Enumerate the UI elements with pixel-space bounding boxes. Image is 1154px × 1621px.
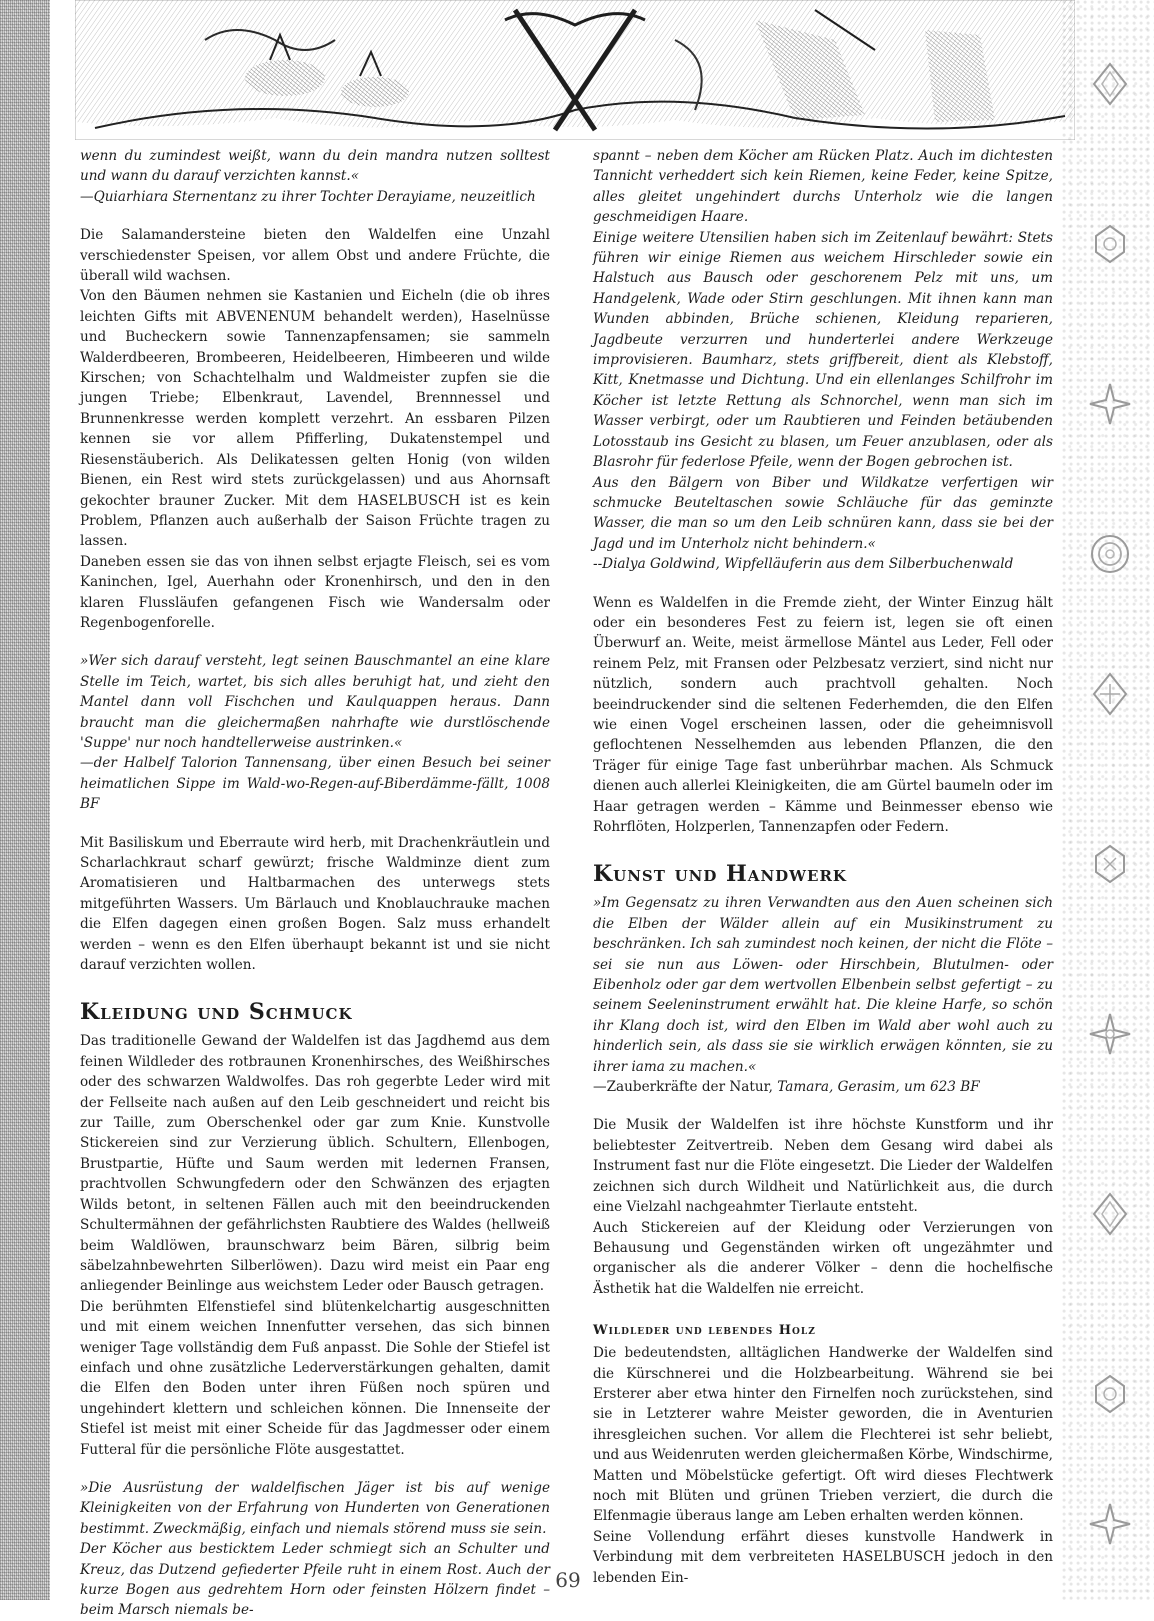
- right-column: [593, 146, 1053, 1588]
- rune-ornament-icon: [1088, 1192, 1132, 1236]
- rune-ornament-icon: [1088, 1502, 1132, 1546]
- paragraph: Daneben essen sie das von ihnen selbst erjagte Fleisch, sei es vom Kaninchen, Igel, Auerhahn oder Kronenhirsch, und den in den klaren Flussläufen gefangenen Fisch wie Wandersalm oder Regenbogenforelle.: [80, 553, 550, 631]
- quote-source: --Dialya Goldwind, Wipfelläuferin aus dem Silberbuchenwald: [593, 556, 1014, 573]
- paragraph: Die berühmten Elfenstiefel sind blütenkelchartig ausgeschnitten und mit einem weichen Innenfutter versehen, das sich binnen weniger Tage vollständig dem Fuß anpasst. Die Sohle der Stiefel ist einfach und ohne zusätzliche Lederverstärkungen gehalten, damit die Elfen den Boden unter ihren Füßen noch spüren und ungehindert klettern und schleichen können. Die Innenseite der Stiefel ist meist mit einer Scheide für das Jagdmesser oder einem Futteral für die persönliche Flöte ausgestattet.: [80, 1298, 550, 1458]
- paragraph: Seine Vollendung erfährt dieses kunstvolle Handwerk in Verbindung mit dem verbreiteten HASELBUSCH jedoch in den lebenden Ein-: [593, 1528, 1053, 1586]
- rune-ornament-icon: [1088, 1012, 1132, 1056]
- header-illustration: [75, 0, 1075, 140]
- paragraph: Die Salamandersteine bieten den Waldelfen eine Unzahl verschiedenster Speisen, vor allem Obst und andere Früchte, die überall wild wachsen.: [80, 227, 550, 285]
- quote-block: »Im Gegensatz zu ihren Verwandten aus den Auen scheinen sich die Elben der Wälder allein auf ein Musikinstrument zu beschränken. Ich sah zumindest noch keinen, der nicht die Flöte – sei sie nun aus Löwen- oder Hirschbein, Blutulmen- oder Eibenholz oder gar dem wertvollen Elbenbein selbst gefertigt – zu seinem Seeleninstrument erwählt hat. Die kleine Harfe, so schön ihr Klang doch ist, wird den Elben im Wald aber wohl auch zu hinderlich sein, als dass sie sie wirklich erwägen könnten, sie zu ihrer iama zu machen.«: [593, 895, 1053, 1075]
- quote-block: Einige weitere Utensilien haben sich im Zeitenlauf bewährt: Stets führen wir einige Riemen aus weichem Hirschleder sowie ein Halstuch aus Bausch oder geschorenem Pelz mit uns, um Handgelenk, Wade oder Stirn geschlungen. Mit ihnen kann man Wunden abbinden, Brüche schienen, Kleidung reparieren, Jagdbeute verzurren und hunderterlei andere Werkzeuge improvisieren. Baumharz, stets griffbereit, dient als Klebstoff, Kitt, Knetmasse und Dichtung. Und ein ellenlanges Schilfrohr im Köcher ist letzte Rettung als Schnorchel, wenn man sich im Wasser verbirgt, oder um Raubtieren und Feinden betäubenden Lotosstaub ins Gesicht zu blasen, um Feuer anzublasen, oder als Blasrohr für federlose Pfeile, wenn der Bogen gebrochen ist.: [593, 229, 1053, 471]
- section-heading: Kunst und Handwerk: [593, 861, 847, 888]
- page-number: 69: [555, 1568, 581, 1592]
- spiral-ornament-icon: [1088, 532, 1132, 576]
- rune-ornament-icon: [1088, 842, 1132, 886]
- quote-block: Der Köcher aus besticktem Leder schmiegt sich an Schulter und Kreuz, das Dutzend gefiederter Pfeile ruht in einem Rost. Auch der kurze Bogen aus gedrehtem Horn oder feinsten Hölzern findet – beim Marsch niemals be-: [80, 1541, 550, 1619]
- rune-ornament-icon: [1088, 672, 1132, 716]
- subsection-heading: Wildleder und lebendes Holz: [593, 1323, 816, 1339]
- quote-block: Aus den Bälgern von Biber und Wildkatze verfertigen wir schmucke Beuteltaschen sowie Schläuche für das geminzte Wasser, die man so um den Leib schnüren kann, dass sie bei der Jagd und im Unterholz nicht behindern.«: [593, 474, 1053, 552]
- rune-ornament-icon: [1088, 382, 1132, 426]
- paragraph: Die bedeutendsten, alltäglichen Handwerke der Waldelfen sind die Kürschnerei und die Holzbearbeitung. Während sie bei Ersterer aber etwa hinter den Firnelfen noch zurückstehen, sind sie in Letzterer wahre Meister geworden, die in Aventurien ihresgleichen suchen. Vor allem die Flechterei ist sehr beliebt, und aus Weidenruten werden gleichermaßen Körbe, Windschirme, Matten und Möbelstücke gefertigt. Oft wird dieses Flechtwerk noch mit Blüten und grünen Trieben verziert, die durch die Elfenmagie überaus lange am Leben erhalten werden können.: [593, 1345, 1053, 1525]
- rune-ornament-icon: [1088, 222, 1132, 266]
- left-column: [80, 146, 550, 1621]
- rune-ornament-icon: [1088, 1372, 1132, 1416]
- section-heading: Kleidung und Schmuck: [80, 999, 353, 1026]
- paragraph: Auch Stickereien auf der Kleidung oder Verzierungen von Behausung und Gegenständen wirken oft ungezähmter und organischer als die anderer Völker – denn die hochelfische Ästhetik hat die Waldelfen nie erreicht.: [593, 1219, 1053, 1297]
- rune-ornament-icon: [1088, 62, 1132, 106]
- paragraph: Von den Bäumen nehmen sie Kastanien und Eicheln (die ob ihres leichten Gifts mit ABVENENUM behandelt werden), Haselnüsse und Bucheckern sowie Tannenzapfensamen; sie sammeln Walderdbeeren, Brombeeren, Heidelbeeren, Himbeeren und wilde Kirschen; von Schachtelhalm und Waldmeister zupfen sie die jungen Triebe; Elbenkraut, Lavendel, Brennnessel und Brunnenkresse werden komplett verzehrt. An essbaren Pilzen kennen sie vor allem Pfifferling, Dukatenstempel und Riesenstäuberich. Als Delikatessen gelten Honig (von wilden Bienen, ein Rest wird stets zurückgelassen) und aus Ahornsaft gekochter brauner Zucker. Mit dem HASELBUSCH ist es kein Problem, Pflanzen auch außerhalb der Saison Früchte tragen zu lassen.: [80, 288, 550, 550]
- quote-block: »Die Ausrüstung der waldelfischen Jäger ist bis auf wenige Kleinigkeiten von der Erfahrung von Hunderten von Generationen bestimmt. Zweckmäßig, einfach und niemals störend muss sie sein.: [80, 1479, 550, 1537]
- paragraph: Das traditionelle Gewand der Waldelfen ist das Jagdhemd aus dem feinen Wildleder des rotbraunen Kronenhirsches, des Weißhirsches oder des schwarzen Waldwolfes. Das roh gegerbte Leder wird mit der Fellseite nach außen auf den Leib geschneidert und reicht bis zur Taille, zum Oberschenkel oder gar zum Knie. Kunstvolle Stickereien sind zur Verzierung üblich. Schultern, Ellenbogen, Brustpartie, Hüfte und Saum werden mit ledernen Fransen, prachtvollen Schwungfedern oder den Schwänzen des erjagten Wilds betont, in seltenen Fällen auch mit den beeindruckenden Schultermähnen der gefährlichsten Raubtiere des Waldes (hellweiß beim Waldlöwen, braunschwarz beim Bären, silbrig beim säbelzahnbewehrten Silberlöwen). Dazu wird meist ein Paar eng anliegender Beinlinge aus weichstem Leder oder Bausch getragen.: [80, 1033, 550, 1295]
- quote-source-prefix: —Zauberkräfte der Natur,: [593, 1079, 778, 1096]
- quote-source: —der Halbelf Talorion Tannensang, über einen Besuch bei seiner heimatlichen Sippe im Wald-wo-Regen-auf-Biberdämme-fällt, 1008 BF: [80, 755, 550, 813]
- paragraph: Die Musik der Waldelfen ist ihre höchste Kunstform und ihr beliebtester Zeitvertreib. Neben dem Gesang wird dabei als Instrument fast nur die Flöte eingesetzt. Die Lieder der Waldelfen zeichnen sich durch Wildheit und Natürlichkeit aus, die durch eine Vielzahl nachgeahmter Tierlaute entsteht.: [593, 1117, 1053, 1216]
- intro-quote: wenn du zumindest weißt, wann du dein mandra nutzen solltest und wann du darauf verzichten kannst.«: [80, 148, 550, 185]
- quote-block: spannt – neben dem Köcher am Rücken Platz. Auch im dichtesten Tannicht verheddert sich kein Riemen, keine Feder, keine Spitze, alles gleitet ungehindert durchs Unterholz wie die langen geschmeidigen Haare.: [593, 148, 1053, 226]
- quote-source: [593, 1077, 1053, 1097]
- quote-block: »Wer sich darauf versteht, legt seinen Bauschmantel an eine klare Stelle im Teich, wartet, bis sich alles beruhigt hat, und zieht den Mantel dann voll Fischchen und Kaulquappen heraus. Dann braucht man die gleichermaßen nahrhafte wie durstlöschende 'Suppe' nur noch handtellerweise austrinken.«: [80, 653, 550, 751]
- paragraph: Wenn es Waldelfen in die Fremde zieht, der Winter Einzug hält oder ein besonderes Fest zu feiern ist, legen sie oft einen Überwurf an. Weite, meist ärmellose Mäntel aus Leder, Fell oder reinem Pelz, mit Fransen oder Pelzbesatz verziert, sind nicht nur nützlich, sondern auch prachtvoll gehalten. Noch beeindruckender sind die seltenen Federhemden, die den Elfen wie einen Vogel erscheinen lassen, oder die geheimnisvoll geflochtenen Nesselhemden aus lebenden Pflanzen, die den Träger für einige Tage fast unberührbar machen. Als Schmuck dienen auch allerlei Kleinigkeiten, die am Gürtel baumeln oder im Haar getragen werden – Kämme und Beinmesser ebenso wie Rohrflöten, Holzperlen, Tannenzapfen oder Federn.: [593, 594, 1053, 835]
- quote-source-italic: Tamara, Gerasim, um 623 BF: [777, 1079, 980, 1096]
- scan-edge-strip: [0, 0, 50, 1600]
- paragraph: Mit Basiliskum und Eberraute wird herb, mit Drachenkräutlein und Scharlachkraut scharf gewürzt; frische Waldminze dient zum Aromatisieren und Haltbarmachen des unterwegs stets mitgeführten Wassers. Um Bärlauch und Knoblauchrauke machen die Elfen dagegen einen großen Bogen. Salz muss erhandelt werden – wenn es den Elfen überhaupt bekannt ist und sie nicht darauf verzichten wollen.: [80, 834, 550, 974]
- intro-quote-source: —Quiarhiara Sternentanz zu ihrer Tochter Derayiame, neuzeitlich: [80, 188, 536, 205]
